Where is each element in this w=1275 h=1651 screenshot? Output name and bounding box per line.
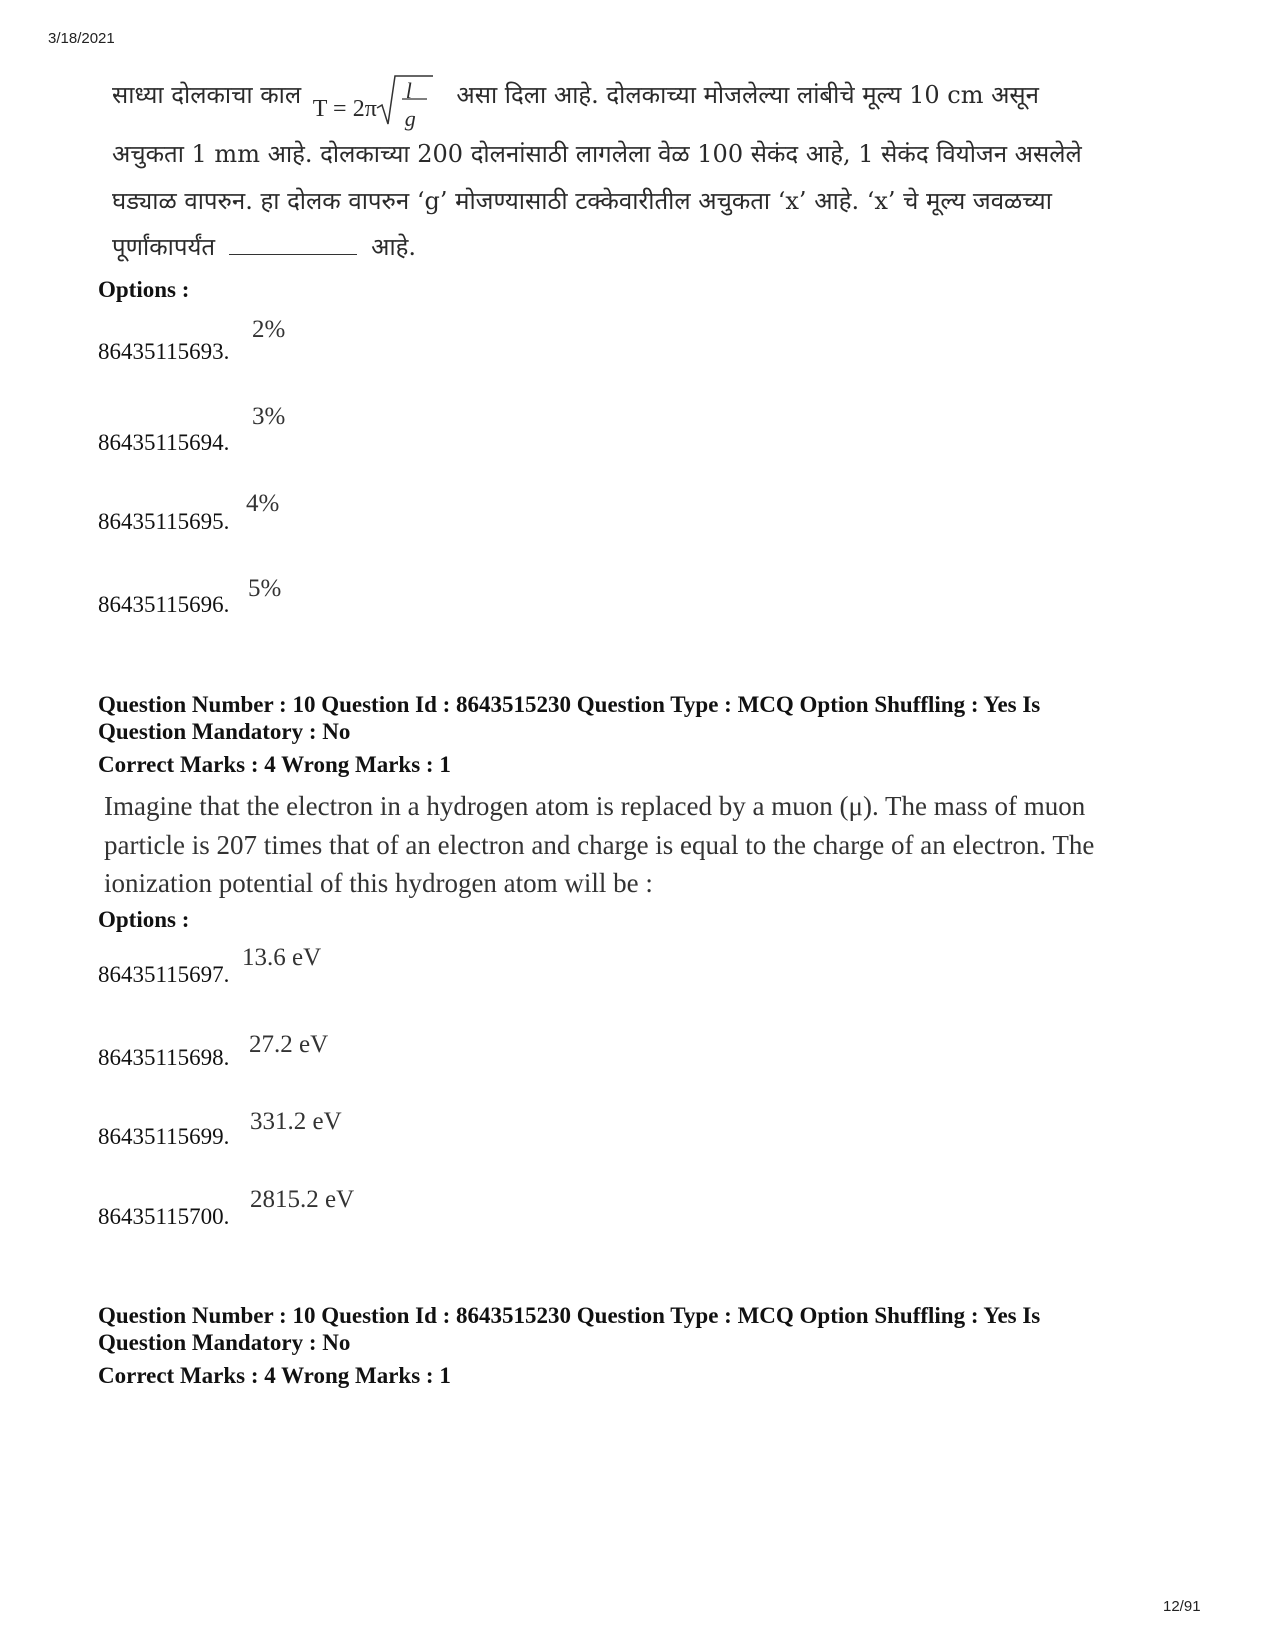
option-id: 86435115700. — [98, 1204, 230, 1229]
question-text-line-1: साध्या दोलकाचा काल T = 2π l g असा दिला आहे. दोलकाच्या मोजलेल्या लांबीचे मूल्य 10 cm असून — [112, 70, 1039, 122]
option-value: 331.2 eV — [250, 1108, 342, 1135]
options-label: Options : — [98, 277, 190, 302]
print-date: 3/18/2021 — [48, 30, 115, 47]
question-meta-line-1: Question Number : 10 Question Id : 8643515230 Question Type : MCQ Option Shuffling : Yes Is — [98, 692, 1041, 717]
question-meta-line-2: Question Mandatory : No — [98, 1330, 351, 1355]
question-text-line-3: ionization potential of this hydrogen atom will be : — [104, 868, 653, 898]
pendulum-formula: T = 2π l g — [309, 72, 437, 122]
options-label: Options : — [98, 907, 190, 932]
option-id: 86435115695. — [98, 509, 230, 534]
answer-blank — [229, 230, 357, 255]
option-value: 2815.2 eV — [250, 1186, 355, 1213]
question-meta-line-2: Question Mandatory : No — [98, 719, 351, 744]
option-value: 5% — [248, 575, 282, 602]
option-value: 27.2 eV — [249, 1031, 329, 1058]
question-text-line-2: अचुकता 1 mm आहे. दोलकाच्या 200 दोलनांसाठी लागलेला वेळ 100 सेकंद आहे, 1 सेकंद वियोजन असलेले — [112, 140, 1082, 168]
option-id: 86435115698. — [98, 1045, 230, 1070]
option-value: 3% — [252, 403, 286, 430]
question-text-line-1: Imagine that the electron in a hydrogen atom is replaced by a muon (μ). The mass of muon — [104, 791, 1086, 821]
question-marks: Correct Marks : 4 Wrong Marks : 1 — [98, 752, 451, 777]
option-id: 86435115696. — [98, 592, 230, 617]
option-id: 86435115693. — [98, 339, 230, 364]
question-text-line-2: particle is 207 times that of an electron and charge is equal to the charge of an electron. The — [104, 830, 1095, 860]
option-id: 86435115699. — [98, 1124, 230, 1149]
question-text-line-4: पूर्णांकापर्यंत आहे. — [112, 222, 416, 272]
option-value: 13.6 eV — [242, 944, 322, 971]
question-marks: Correct Marks : 4 Wrong Marks : 1 — [98, 1363, 451, 1388]
option-value: 2% — [252, 316, 286, 343]
option-value: 4% — [246, 490, 280, 517]
question-meta-line-1: Question Number : 10 Question Id : 8643515230 Question Type : MCQ Option Shuffling : Yes Is — [98, 1303, 1041, 1328]
question-text-line-3: घड्याळ वापरुन. हा दोलक वापरुन ‘g’ मोजण्यासाठी टक्केवारीतील अचुकता ‘x’ आहे. ‘x’ चे मूल्य जवळच्या — [112, 187, 1052, 215]
page-number: 12/91 — [1163, 1598, 1201, 1615]
option-id: 86435115694. — [98, 430, 230, 455]
option-id: 86435115697. — [98, 962, 230, 987]
